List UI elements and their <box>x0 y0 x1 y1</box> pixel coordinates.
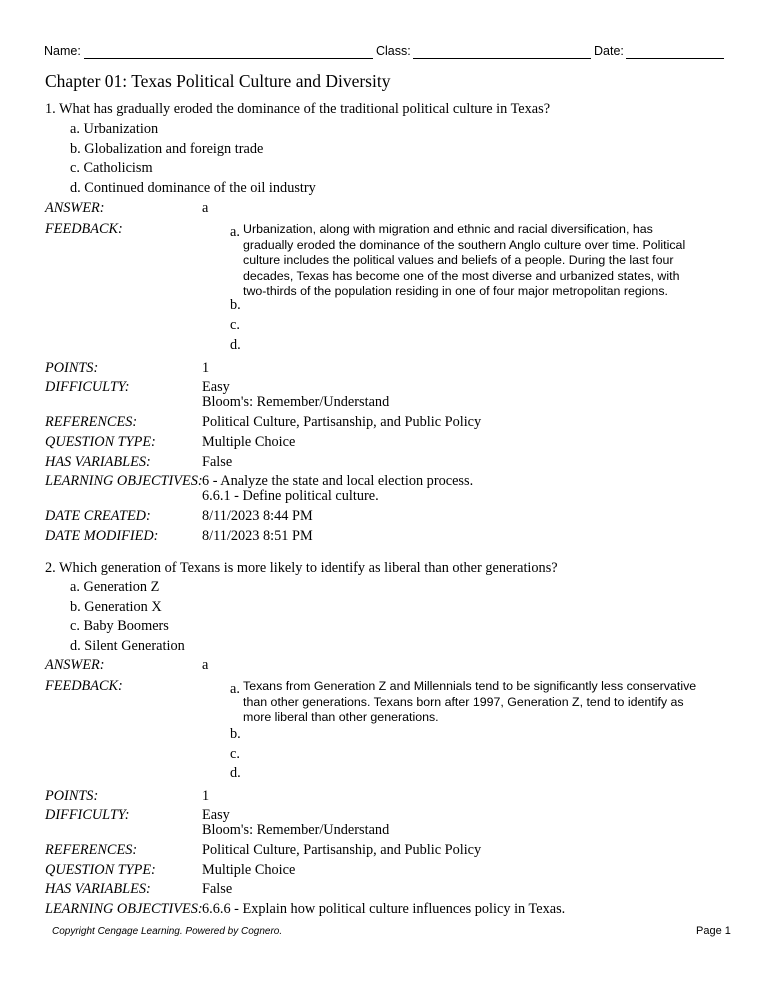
bloom-level: Bloom's: Remember/Understand <box>202 394 390 410</box>
date-label: Date: <box>594 44 624 58</box>
date-modified-label: DATE MODIFIED: <box>45 528 159 544</box>
date-blank-line <box>626 58 724 59</box>
choice-a: a. Generation Z <box>70 579 160 595</box>
name-label: Name: <box>44 44 81 58</box>
choice-d: d. Silent Generation <box>70 638 185 654</box>
learning-objectives-label: LEARNING OBJECTIVES: <box>45 901 203 917</box>
page-number: Page 1 <box>696 925 731 937</box>
question-2 <box>45 560 735 920</box>
choice-b: b. Generation X <box>70 599 162 615</box>
points-value: 1 <box>202 788 210 804</box>
points-label: POINTS: <box>45 360 99 376</box>
difficulty-value: Easy <box>202 807 230 823</box>
difficulty-label: DIFFICULTY: <box>45 379 130 395</box>
learning-objective-1: 6.6.6 - Explain how political culture influences policy in Texas. <box>202 901 566 917</box>
footer-copyright: Copyright Cengage Learning. Powered by Cognero. <box>52 926 283 937</box>
learning-objective-1: 6 - Analyze the state and local election process. <box>202 473 474 489</box>
question-type-label: QUESTION TYPE: <box>45 862 156 878</box>
worksheet-header <box>44 44 724 62</box>
class-blank-line <box>413 58 591 59</box>
feedback-text-a: Urbanization, along with migration and ethnic and racial diversification, has gradually eroded the dominance of the southern Anglo culture over time. Political culture includes the political values and beliefs of a people. During the last four decades, Texas has become one of the most diverse and urbanized states, with two-thirds of the population residing in one of four major metropolitan regions. <box>243 222 686 298</box>
class-label: Class: <box>376 44 411 58</box>
feedback-letter-d: d. <box>230 337 241 353</box>
feedback-label: FEEDBACK: <box>45 678 123 694</box>
question-type-value: Multiple Choice <box>202 434 296 450</box>
question-text: 1. What has gradually eroded the dominance of the traditional political culture in Texas? <box>45 101 551 117</box>
feedback-letter-c: c. <box>230 317 240 333</box>
difficulty-label: DIFFICULTY: <box>45 807 130 823</box>
feedback-letter-a: a. <box>230 681 240 697</box>
answer-value: a <box>202 200 209 216</box>
has-variables-value: False <box>202 881 233 897</box>
answer-label: ANSWER: <box>45 657 105 673</box>
feedback-letter-c: c. <box>230 746 240 762</box>
answer-value: a <box>202 657 209 673</box>
choice-c: c. Catholicism <box>70 160 153 176</box>
has-variables-label: HAS VARIABLES: <box>45 881 151 897</box>
feedback-letter-d: d. <box>230 765 241 781</box>
references-value: Political Culture, Partisanship, and Public Policy <box>202 842 482 858</box>
references-label: REFERENCES: <box>45 842 138 858</box>
date-modified-value: 8/11/2023 8:51 PM <box>202 528 313 544</box>
feedback-letter-a: a. <box>230 224 240 240</box>
points-label: POINTS: <box>45 788 99 804</box>
choice-d: d. Continued dominance of the oil industry <box>70 180 316 196</box>
learning-objectives-label: LEARNING OBJECTIVES: <box>45 473 203 489</box>
bloom-level: Bloom's: Remember/Understand <box>202 822 390 838</box>
has-variables-value: False <box>202 454 233 470</box>
choice-c: c. Baby Boomers <box>70 618 169 634</box>
date-created-value: 8/11/2023 8:44 PM <box>202 508 313 524</box>
references-label: REFERENCES: <box>45 414 138 430</box>
name-blank-line <box>84 58 373 59</box>
feedback-letter-b: b. <box>230 726 241 742</box>
choice-a: a. Urbanization <box>70 121 159 137</box>
learning-objective-2: 6.6.1 - Define political culture. <box>202 488 379 504</box>
choice-b: b. Globalization and foreign trade <box>70 141 264 157</box>
references-value: Political Culture, Partisanship, and Public Policy <box>202 414 482 430</box>
difficulty-value: Easy <box>202 379 230 395</box>
feedback-label: FEEDBACK: <box>45 221 123 237</box>
question-text: 2. Which generation of Texans is more likely to identify as liberal than other generations? <box>45 560 558 576</box>
answer-label: ANSWER: <box>45 200 105 216</box>
points-value: 1 <box>202 360 210 376</box>
chapter-title: Chapter 01: Texas Political Culture and Diversity <box>45 71 391 91</box>
feedback-text-a: Texans from Generation Z and Millennials tend to be significantly less conservative than other generations. Texans born after 1997, Generation Z, tend to identify as more liberal than other generations. <box>243 679 697 724</box>
question-1 <box>45 101 735 551</box>
question-type-value: Multiple Choice <box>202 862 296 878</box>
has-variables-label: HAS VARIABLES: <box>45 454 151 470</box>
date-created-label: DATE CREATED: <box>45 508 151 524</box>
feedback-letter-b: b. <box>230 297 241 313</box>
question-type-label: QUESTION TYPE: <box>45 434 156 450</box>
